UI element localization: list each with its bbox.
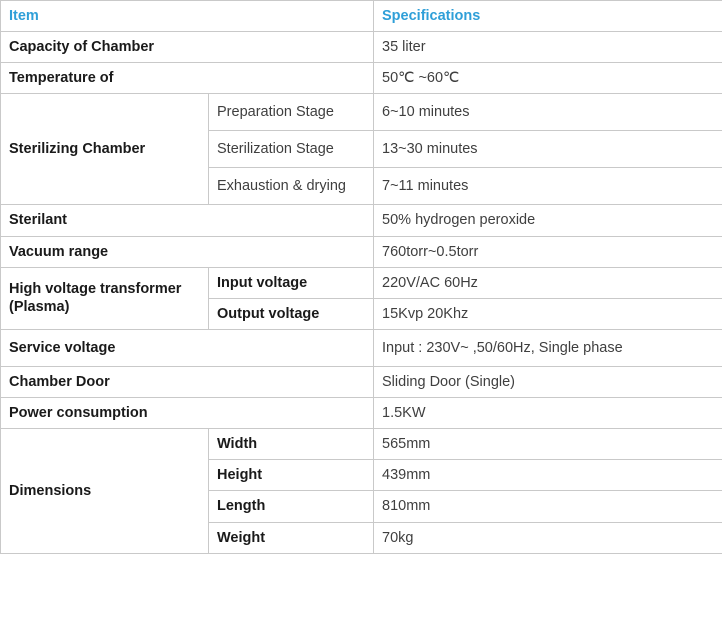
subrow-name: Exhaustion & drying [209, 168, 374, 205]
row-value: Input : 230V~ ,50/60Hz, Single phase [374, 329, 722, 366]
table-row [1, 366, 722, 397]
row-value: 760torr~0.5torr [374, 236, 722, 267]
subrow-name: Height [209, 460, 374, 491]
table-row [1, 32, 722, 63]
table-row [1, 63, 722, 94]
row-label: Vacuum range [1, 236, 374, 267]
subrow-value: 810mm [374, 491, 722, 522]
subrow-value: 439mm [374, 460, 722, 491]
row-label: Capacity of Chamber [1, 32, 374, 63]
row-label: High voltage transformer (Plasma) [1, 267, 209, 329]
row-value: 50% hydrogen peroxide [374, 205, 722, 236]
subrow-value: 7~11 minutes [374, 168, 722, 205]
table-row [1, 429, 722, 460]
subrow-name: Width [209, 429, 374, 460]
row-value: Sliding Door (Single) [374, 366, 722, 397]
row-label: Sterilant [1, 205, 374, 236]
row-label: Sterilizing Chamber [1, 94, 209, 205]
header-specifications: Specifications [374, 1, 722, 32]
row-value: 35 liter [374, 32, 722, 63]
row-label: Temperature of [1, 63, 374, 94]
subrow-value: 565mm [374, 429, 722, 460]
subrow-value: 13~30 minutes [374, 131, 722, 168]
subrow-name: Length [209, 491, 374, 522]
subrow-value: 70kg [374, 522, 722, 553]
row-value: 50℃ ~60℃ [374, 63, 722, 94]
table-row [1, 329, 722, 366]
table-row [1, 94, 722, 131]
subrow-value: 220V/AC 60Hz [374, 267, 722, 298]
subrow-name: Output voltage [209, 298, 374, 329]
subrow-name: Input voltage [209, 267, 374, 298]
row-value: 1.5KW [374, 398, 722, 429]
subrow-value: 15Kvp 20Khz [374, 298, 722, 329]
header-item: Item [1, 1, 374, 32]
row-label: Chamber Door [1, 366, 374, 397]
row-label: Power consumption [1, 398, 374, 429]
subrow-name: Sterilization Stage [209, 131, 374, 168]
subrow-name: Weight [209, 522, 374, 553]
table-row [1, 236, 722, 267]
table-row [1, 398, 722, 429]
subrow-value: 6~10 minutes [374, 94, 722, 131]
row-label: Service voltage [1, 329, 374, 366]
table-header-row [1, 1, 722, 32]
row-label: Dimensions [1, 429, 209, 554]
table-row [1, 267, 722, 298]
table-row [1, 205, 722, 236]
subrow-name: Preparation Stage [209, 94, 374, 131]
